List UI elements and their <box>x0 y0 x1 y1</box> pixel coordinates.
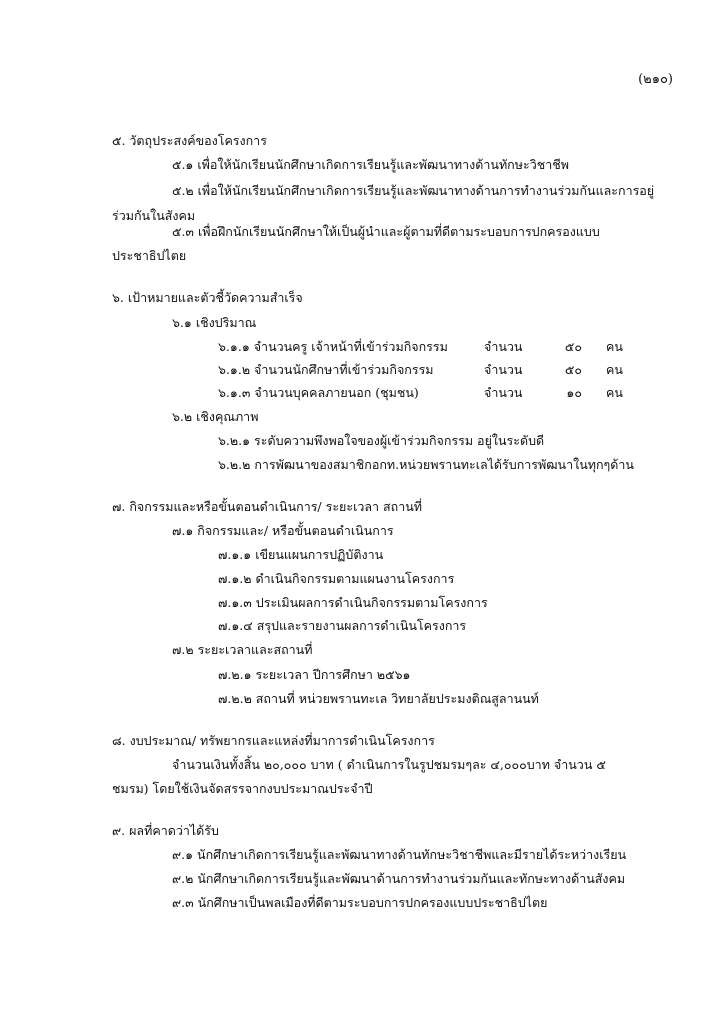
objective-5-2: ๕.๒ เพื่อให้นักเรียนนักศึกษาเกิดการเรียนรู้และพัฒนาทางด้านการทำงานร่วมกันและการอยู่ <box>172 183 655 198</box>
quantity-label: จำนวน <box>484 385 523 400</box>
budget-line-1: จำนวนเงินทั้งสิ้น ๒๐,๐๐๐ บาท ( ดำเนินการในรูปชมรมๆละ ๔,๐๐๐บาท จำนวน ๕ <box>172 757 606 772</box>
section-5-title: ๕. วัตถุประสงค์ของโครงการ <box>112 133 267 148</box>
quantity-label: จำนวน <box>484 339 523 354</box>
activity-3: ๗.๑.๓ ประเมินผลการดำเนินกิจกรรมตามโครงการ <box>218 595 488 610</box>
objective-5-2-cont: ร่วมกันในสังคม <box>112 208 196 223</box>
quantity-title: ๖.๑ เชิงปริมาณ <box>172 315 257 330</box>
quantity-unit: คน <box>606 362 623 377</box>
activity-1: ๗.๑.๑ เขียนแผนการปฏิบัติงาน <box>218 547 384 562</box>
quantity-row <box>218 361 623 378</box>
place-item: ๗.๒.๒ สถานที่ หน่วยพรานทะเล วิทยาลัยประมงติณสูลานนท์ <box>218 691 539 706</box>
quantity-text: ๖.๑.๓ จำนวนบุคคลภายนอก (ชุมชน) <box>218 385 419 400</box>
quality-title: ๖.๒ เชิงคุณภาพ <box>172 409 259 424</box>
activities-title: ๗.๑ กิจกรรมและ/ หรือขั้นตอนดำเนินการ <box>172 523 394 538</box>
quantity-label: จำนวน <box>484 362 523 377</box>
budget-line-2: ชมรม) โดยใช้เงินจัดสรรจากงบประมาณประจำปี <box>112 781 373 796</box>
quality-item-2: ๖.๒.๒ การพัฒนาของสมาชิกอกท.หน่วยพรานทะเลได้รับการพัฒนาในทุกๆด้าน <box>218 457 634 472</box>
outcome-9-1: ๙.๑ นักศึกษาเกิดการเรียนรู้และพัฒนาทางด้านทักษะวิชาชีพและมีรายได้ระหว่างเรียน <box>172 847 627 862</box>
quantity-row <box>218 338 623 355</box>
section-8-title: ๘. งบประมาณ/ ทรัพยากรและแหล่งที่มาการดำเนินโครงการ <box>112 733 435 748</box>
section-6-title: ๖. เป้าหมายและตัวชี้วัดความสำเร็จ <box>112 290 303 305</box>
page-number: (๒๑๐) <box>638 72 673 87</box>
outcome-9-2: ๙.๒ นักศึกษาเกิดการเรียนรู้และพัฒนาด้านการทำงานร่วมกันและทักษะทางด้านสังคม <box>172 871 626 886</box>
time-item: ๗.๒.๑ ระยะเวลา ปีการศึกษา ๒๕๖๑ <box>218 667 411 682</box>
quantity-row <box>218 384 623 401</box>
quantity-value: ๑๐ <box>566 385 582 400</box>
quantity-value: ๕๐ <box>564 362 582 377</box>
activity-4: ๗.๑.๔ สรุปและรายงานผลการดำเนินโครงการ <box>218 618 467 633</box>
quantity-text: ๖.๑.๑ จำนวนครู เจ้าหน้าที่เข้าร่วมกิจกรรม <box>218 339 448 354</box>
objective-5-3-cont: ประชาธิปไตย <box>112 248 187 263</box>
outcome-9-3: ๙.๓ นักศึกษาเป็นพลเมืองที่ดีตามระบอบการปกครองแบบประชาธิปไตย <box>172 895 548 910</box>
quality-item-1: ๖.๒.๑ ระดับความพึงพอใจของผู้เข้าร่วมกิจกรรม อยู่ในระดับดี <box>218 433 545 448</box>
section-9-title: ๙. ผลที่คาดว่าได้รับ <box>112 823 219 838</box>
objective-5-3: ๕.๓ เพื่อฝึกนักเรียนนักศึกษาให้เป็นผู้นำและผู้ตามที่ดีตามระบอบการปกครองแบบ <box>172 224 600 239</box>
section-7-title: ๗. กิจกรรมและหรือขั้นตอนดำเนินการ/ ระยะเวลา สถานที่ <box>112 499 423 514</box>
quantity-unit: คน <box>606 385 623 400</box>
quantity-text: ๖.๑.๒ จำนวนนักศึกษาที่เข้าร่วมกิจกรรม <box>218 362 434 377</box>
activity-2: ๗.๑.๒ ดำเนินกิจกรรมตามแผนงานโครงการ <box>218 571 455 586</box>
objective-5-1: ๕.๑ เพื่อให้นักเรียนนักศึกษาเกิดการเรียนรู้และพัฒนาทางด้านทักษะวิชาชีพ <box>172 157 569 172</box>
quantity-unit: คน <box>606 339 623 354</box>
quantity-value: ๕๐ <box>564 339 582 354</box>
time-place-title: ๗.๒ ระยะเวลาและสถานที่ <box>172 642 313 657</box>
